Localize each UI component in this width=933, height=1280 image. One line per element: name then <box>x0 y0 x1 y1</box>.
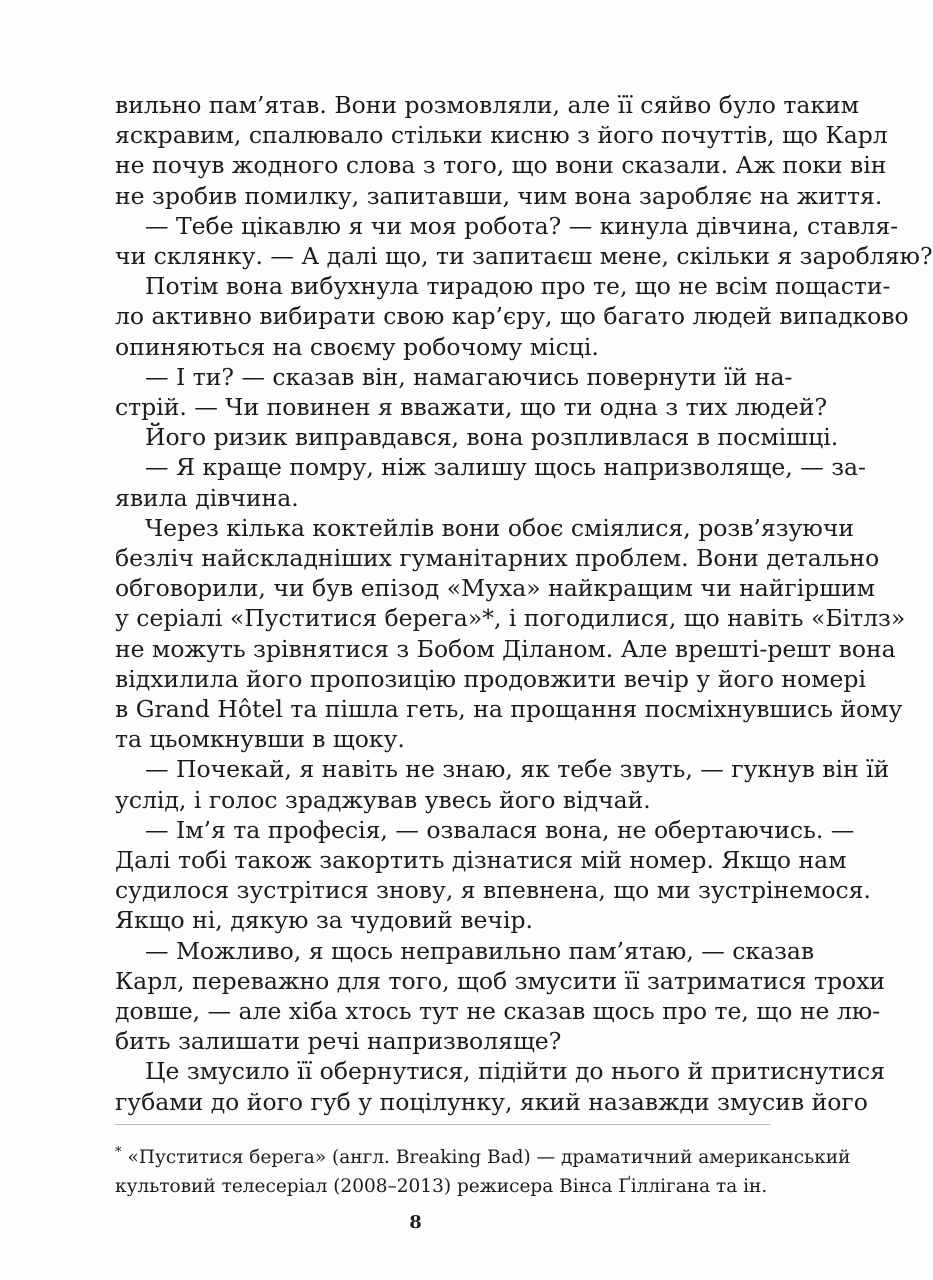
text-line: бить залишати речі напризволяще? <box>115 1027 562 1056</box>
footnote-mark: * <box>115 1145 122 1160</box>
text-line: — Я краще помру, ніж залишу щось напризволяще, — за- <box>145 453 866 482</box>
text-line: опиняються на своєму робочому місці. <box>115 332 599 361</box>
text-line: явила дівчина. <box>115 483 299 512</box>
text-line: стрій. — Чи повинен я вважати, що ти одна з тих людей? <box>115 393 828 421</box>
text-line: Якщо ні, дякую за чудовий вечір. <box>115 906 533 935</box>
text-line: чи склянку. — А далі що, ти запитаєш мене, скільки я заробляю? <box>115 242 933 270</box>
text-line: — Тебе цікавлю я чи моя робота? — кинула дівчина, ставля- <box>145 211 899 240</box>
footnote-line-1: * «Пуститися берега» (англ. Breaking Bad) — драматичний американський <box>115 1145 851 1169</box>
text-line: Його ризик виправдався, вона розпливлася в посмішці. <box>145 423 839 452</box>
text-line: Це змусило її обернутися, підійти до нього й притиснутися <box>145 1057 886 1086</box>
text-line: — Почекай, я навіть не знаю, як тебе звуть, — гукнув він їй <box>145 755 890 784</box>
text-line: та цьомкнувши в щоку. <box>115 725 405 754</box>
text-line: губами до його губ у поцілунку, який назавжди змусив його <box>115 1087 868 1116</box>
text-line: вильно пам’ятав. Вони розмовляли, але її сяйво було таким <box>115 91 859 119</box>
text-line: Далі тобі також закортить дізнатися мій номер. Якщо нам <box>115 846 847 874</box>
text-line: у серіалі «Пуститися берега»*, і погодилися, що навіть «Бітлз» <box>115 604 906 633</box>
footnote-rule <box>115 1124 770 1125</box>
page-number: 8 <box>409 1212 422 1233</box>
text-line: — І ти? — сказав він, намагаючись повернути їй на- <box>145 362 793 391</box>
text-line: відхилила його пропозицію продовжити вечір у його номері <box>115 664 866 693</box>
footnote-line-2: культовий телесеріал (2008–2013) режисера Вінса Ґіллігана та ін. <box>115 1176 768 1198</box>
text-line: Потім вона вибухнула тирадою про те, що не всім пощасти- <box>145 272 891 301</box>
text-line: в Grand Hôtel та пішла геть, на прощання посміхнувшись йому <box>115 695 903 723</box>
text-line: — Ім’я та професія, — озвалася вона, не обертаючись. — <box>145 815 855 844</box>
text-line: не почув жодного слова з того, що вони сказали. Аж поки він <box>115 151 887 180</box>
text-line: безліч найскладніших гуманітарних проблем. Вони детально <box>115 544 880 572</box>
footnote <box>115 1138 851 1201</box>
text-line: яскравим, спалювало стільки кисню з його почуттів, що Карл <box>115 121 888 150</box>
text-line: Через кілька коктейлів вони обоє сміялися, розв’язуючи <box>145 513 855 542</box>
text-line: судилося зустрітися знову, я впевнена, що ми зустрінемося. <box>115 876 871 905</box>
text-line: не зробив помилку, запитавши, чим вона заробляє на життя. <box>115 181 883 210</box>
text-line: обговорили, чи був епізод «Муха» найкращим чи найгіршим <box>115 574 876 603</box>
text-line: довше, — але хіба хтось тут не сказав щось про те, що не лю- <box>115 997 881 1025</box>
text-line: ло активно вибирати свою кар’єру, що багато людей випадково <box>115 302 909 331</box>
text-line: Карл, переважно для того, щоб змусити її затриматися трохи <box>115 966 886 995</box>
text-line: не можуть зрівнятися з Бобом Діланом. Але врешті-решт вона <box>115 634 896 663</box>
text-line: услід, і голос зраджував увесь його відчай. <box>115 785 651 814</box>
text-line: — Можливо, я щось неправильно пам’ятаю, — сказав <box>145 936 815 965</box>
